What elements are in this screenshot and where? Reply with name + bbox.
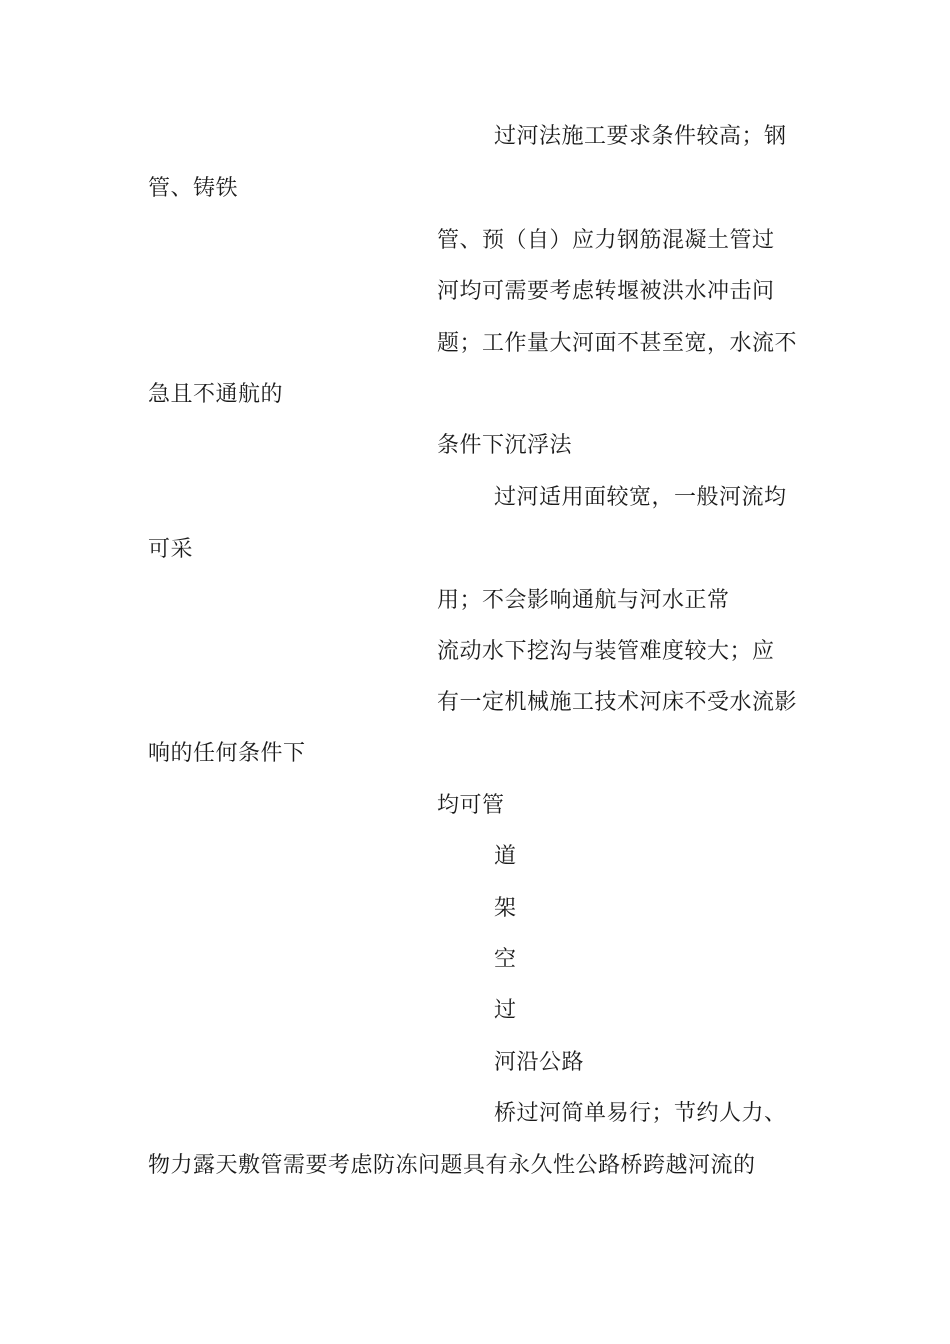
- text-line: 有一定机械施工技术河床不受水流影: [437, 690, 798, 715]
- text-line: 道: [494, 844, 517, 869]
- text-line: 过河适用面较宽，一般河流均: [494, 485, 787, 510]
- text-line: 题；工作量大河面不甚至宽，水流不: [437, 331, 798, 356]
- text-line: 桥过河简单易行；节约人力、: [494, 1101, 787, 1126]
- text-line: 均可管: [437, 793, 505, 818]
- text-line: 河均可需要考虑转堰被洪水冲击问: [437, 279, 775, 304]
- text-line: 物力露天敷管需要考虑防冻问题具有永久性公路桥跨越河流的: [148, 1153, 756, 1178]
- text-line: 河沿公路: [494, 1050, 585, 1075]
- text-line: 过河法施工要求条件较高；钢: [494, 124, 787, 149]
- text-line: 可采: [148, 537, 194, 562]
- text-line: 过: [494, 998, 517, 1023]
- text-line: 架: [494, 896, 517, 921]
- text-line: 急且不通航的: [148, 382, 284, 407]
- text-line: 管、预（自）应力钢筋混凝土管过: [437, 228, 775, 253]
- text-line: 空: [494, 947, 517, 972]
- text-line: 管、铸铁: [148, 176, 239, 201]
- text-line: 用；不会影响通航与河水正常: [437, 588, 730, 613]
- text-line: 响的任何条件下: [148, 741, 306, 766]
- text-line: 流动水下挖沟与装管难度较大；应: [437, 639, 775, 664]
- text-line: 条件下沉浮法: [437, 433, 573, 458]
